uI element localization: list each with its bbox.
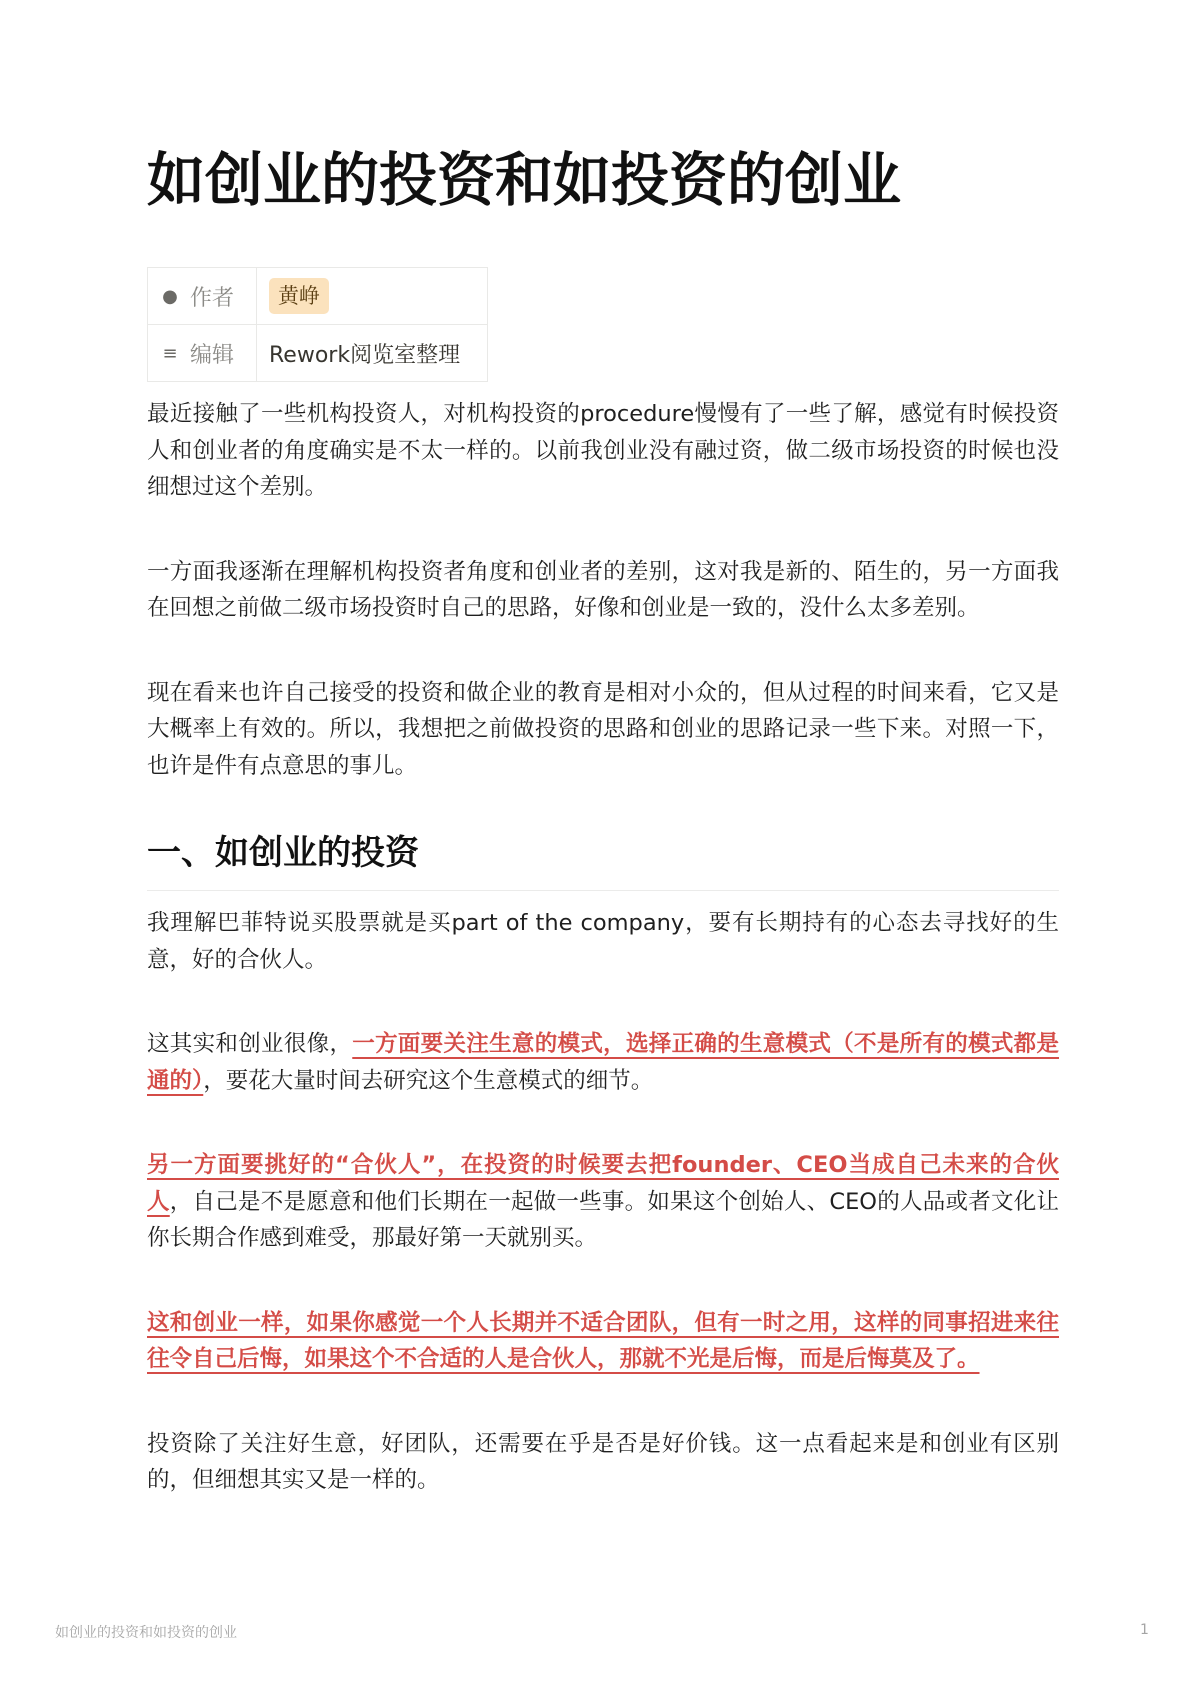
property-label: 作者: [190, 285, 235, 311]
property-key-author[interactable]: [148, 268, 257, 325]
intro-paragraph: 最近接触了一些机构投资人，对机构投资的procedure慢慢有了一些了解，感觉有时候投资人和创业者的角度确实是不太一样的。以前我创业没有融过资，做二级市场投资的时候也没细想过这个差别。: [147, 401, 1059, 500]
paragraph: 我理解巴菲特说买股票就是买part of the company，要有长期持有的心态去寻找好的生意，好的合伙人。: [147, 910, 1059, 973]
intro-paragraph: 现在看来也许自己接受的投资和做企业的教育是相对小众的，但从过程的时间来看，它又是大概率上有效的。所以，我想把之前做投资的思路和创业的思路记录一些下来。对照一下，也许是件有点意思的事儿。: [147, 679, 1059, 779]
footer-title: 如创业的投资和如投资的创业: [55, 1625, 237, 1641]
property-row-editor: [148, 325, 488, 382]
paragraph: 投资除了关注好生意，好团队，还需要在乎是否是好价钱。这一点看起来是和创业有区别的，但细想其实又是一样的。: [147, 1430, 1059, 1493]
paragraph-text: ，自己是不是愿意和他们长期在一起做一些事。如果这个创始人、CEO的人品或者文化让你长期合作感到难受，那最好第一天就别买。: [147, 1188, 1059, 1251]
highlighted-text: 另一方面要挑好的“合伙人”，在投资的时候要去把founder、CEO当成自己未来的合伙人: [147, 1152, 1059, 1215]
properties-table: [147, 267, 488, 382]
highlighted-text: 这和创业一样，如果你感觉一个人长期并不适合团队，但有一时之用，这样的同事招进来往往令自己后悔，如果这个不合适的人是合伙人，那就不光是后悔，而是后悔莫及了。: [147, 1309, 1059, 1372]
paragraph: [147, 1147, 1059, 1257]
paragraph: [147, 1026, 1059, 1099]
page-number: 1: [1140, 1622, 1149, 1638]
property-row-author: [148, 268, 488, 325]
highlighted-text: 一方面要关注生意的模式，选择正确的生意模式（不是所有的模式都是通的）: [147, 1031, 1059, 1094]
person-icon: ●: [162, 285, 178, 307]
author-tag: 黄峥: [269, 278, 329, 314]
paragraph-text: 这其实和创业很像，: [147, 1031, 353, 1057]
property-value-editor[interactable]: Rework阅览室整理: [257, 325, 488, 382]
text-lines-icon: ≡: [162, 342, 178, 364]
property-value-author[interactable]: [257, 268, 488, 325]
paragraph-text: ，要花大量时间去研究这个生意模式的细节。: [203, 1067, 654, 1094]
property-label: 编辑: [190, 342, 235, 368]
section-heading: 一、如创业的投资: [147, 828, 1059, 891]
paragraph: [147, 1305, 1059, 1378]
page-title: 如创业的投资和如投资的创业: [147, 146, 902, 214]
intro-paragraph: 一方面我逐渐在理解机构投资者角度和创业者的差别，这对我是新的、陌生的，另一方面我在回想之前做二级市场投资时自己的思路，好像和创业是一致的，没什么太多差别。: [147, 558, 1059, 621]
property-key-editor[interactable]: [148, 325, 257, 382]
document-body: [147, 396, 1059, 1499]
